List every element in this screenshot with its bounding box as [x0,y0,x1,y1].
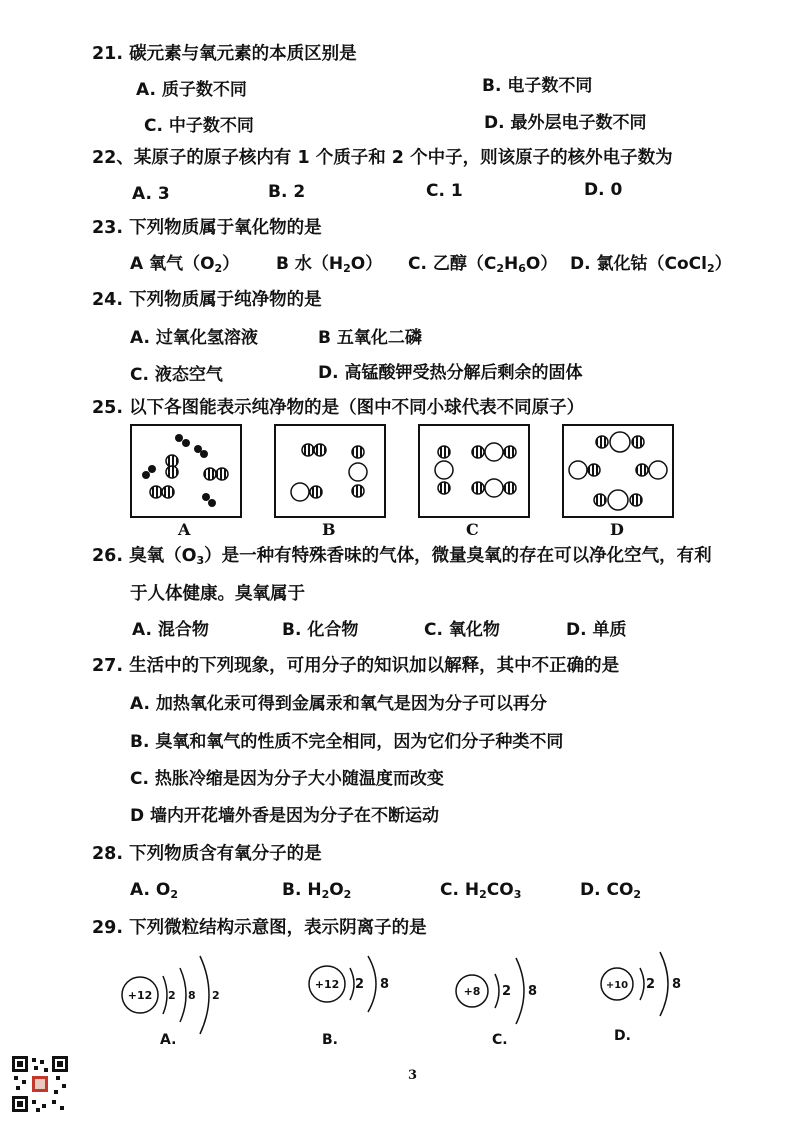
nucleus-b-label: +12 [314,978,340,991]
shell-b-1: 2 [355,977,365,992]
q29-diagram-a[interactable] [122,956,220,1048]
q21-option-d[interactable]: D. 最外层电子数不同 [484,113,647,133]
q25-label-b: B [322,520,336,539]
q23-option-b[interactable]: B 水$(H_2O)$ [276,254,383,275]
q24-option-a[interactable]: A. 过氧化氢溶液 [130,328,258,348]
q26-stem-line1: 26. 臭氧$(O_3)$是一种有特殊香味的气体，微量臭氧的存在可以净化空气，有利 [92,546,712,567]
q27-stem: 27. 生活中的下列现象，可用分子的知识加以解释，其中不正确的是 [92,656,620,676]
q29-diagram-b[interactable] [309,956,389,1048]
q24-option-b[interactable]: B 五氧化二磷 [318,328,422,348]
q29-diagram-c[interactable] [456,958,537,1048]
q26-option-c[interactable]: C. 氧化物 [424,620,500,640]
q26-option-d[interactable]: D. 单质 [566,620,627,640]
mixture-a-icon [132,426,240,516]
q22-option-c[interactable]: C. 1 [426,181,463,201]
q25-box-b[interactable] [274,424,386,518]
q26-option-b[interactable]: B. 化合物 [282,620,359,640]
q27-option-d[interactable]: D 墙内开花墙外香是因为分子在不断运动 [130,806,440,826]
nucleus-d-label: +10 [605,980,629,991]
q28-option-d[interactable]: D. $CO_2$ [580,880,642,901]
q25-box-a[interactable] [130,424,242,518]
q28-option-a[interactable]: A. $O_2$ [130,880,178,901]
compound-c-icon [420,426,528,516]
q28-option-c[interactable]: C. $H_2CO_3$ [440,880,522,901]
q25-box-d[interactable] [562,424,674,518]
page-number: 3 [408,1068,418,1083]
q23-option-a[interactable]: A 氧气$(O_2)$ [130,254,240,275]
q24-option-d[interactable]: D. 高锰酸钾受热分解后剩余的固体 [318,363,583,383]
shell-c-1: 2 [502,984,512,999]
q21-option-b[interactable]: B. 电子数不同 [482,76,593,96]
q23-option-d[interactable]: D. 氯化钴（CoCl$_2$） [570,254,732,275]
shell-a-1: 2 [168,989,176,1002]
q23-stem: 23. 下列物质属于氧化物的是 [92,218,322,238]
q25-label-a: A [178,520,191,539]
q27-option-a[interactable]: A. 加热氧化汞可得到金属汞和氧气是因为分子可以再分 [130,694,547,714]
q27-option-c[interactable]: C. 热胀冷缩是因为分子大小随温度而改变 [130,769,444,789]
q25-label-d: D [610,520,624,539]
q22-option-a[interactable]: A. 3 [132,184,170,204]
nucleus-c-label: +8 [463,985,481,998]
q25-stem: 25. 以下各图能表示纯净物的是（图中不同小球代表不同原子） [92,398,585,418]
diagram-d-label: D. [614,1028,631,1044]
q21-stem: 21. 碳元素与氧元素的本质区别是 [92,44,357,64]
q22-option-d[interactable]: D. 0 [584,180,623,200]
q21-option-a[interactable]: A. 质子数不同 [136,80,247,100]
q29-stem: 29. 下列微粒结构示意图，表示阴离子的是 [92,918,427,938]
nucleus-a-label: +12 [127,989,153,1002]
q29-diagram-d[interactable] [601,952,681,1044]
diagram-c-label: C. [492,1032,508,1048]
q28-option-b[interactable]: B. $H_2O_2$ [282,880,352,901]
q28-stem: 28. 下列物质含有氧分子的是 [92,844,322,864]
diagram-a-label: A. [160,1032,177,1048]
q25-box-c[interactable] [418,424,530,518]
shell-d-1: 2 [646,977,656,992]
diagram-b-label: B. [322,1032,338,1048]
q22-stem: 22、某原子的原子核内有 1 个质子和 2 个中子，则该原子的核外电子数为 [92,148,673,168]
shell-b-2: 8 [380,977,390,992]
q22-option-b[interactable]: B. 2 [268,182,306,202]
q21-option-c[interactable]: C. 中子数不同 [144,116,254,136]
q29-structure-diagrams [0,940,794,1050]
q26-stem-line2: 于人体健康。臭氧属于 [130,584,305,604]
q27-option-b[interactable]: B. 臭氧和氧气的性质不完全相同，因为它们分子种类不同 [130,732,564,752]
q24-option-c[interactable]: C. 液态空气 [130,365,223,385]
shell-a-2: 8 [188,989,196,1002]
q24-stem: 24. 下列物质属于纯净物的是 [92,290,322,310]
shell-d-2: 8 [672,977,682,992]
shell-c-2: 8 [528,984,538,999]
q23-option-c[interactable]: C. 乙醇$(C_2H_6O)$ [408,254,558,275]
q26-option-a[interactable]: A. 混合物 [132,620,209,640]
q25-label-c: C [466,520,479,539]
shell-a-3: 2 [212,989,220,1002]
mixture-b-icon [276,426,384,516]
qr-code-icon [12,1056,68,1112]
mixture-d-icon [564,426,672,516]
